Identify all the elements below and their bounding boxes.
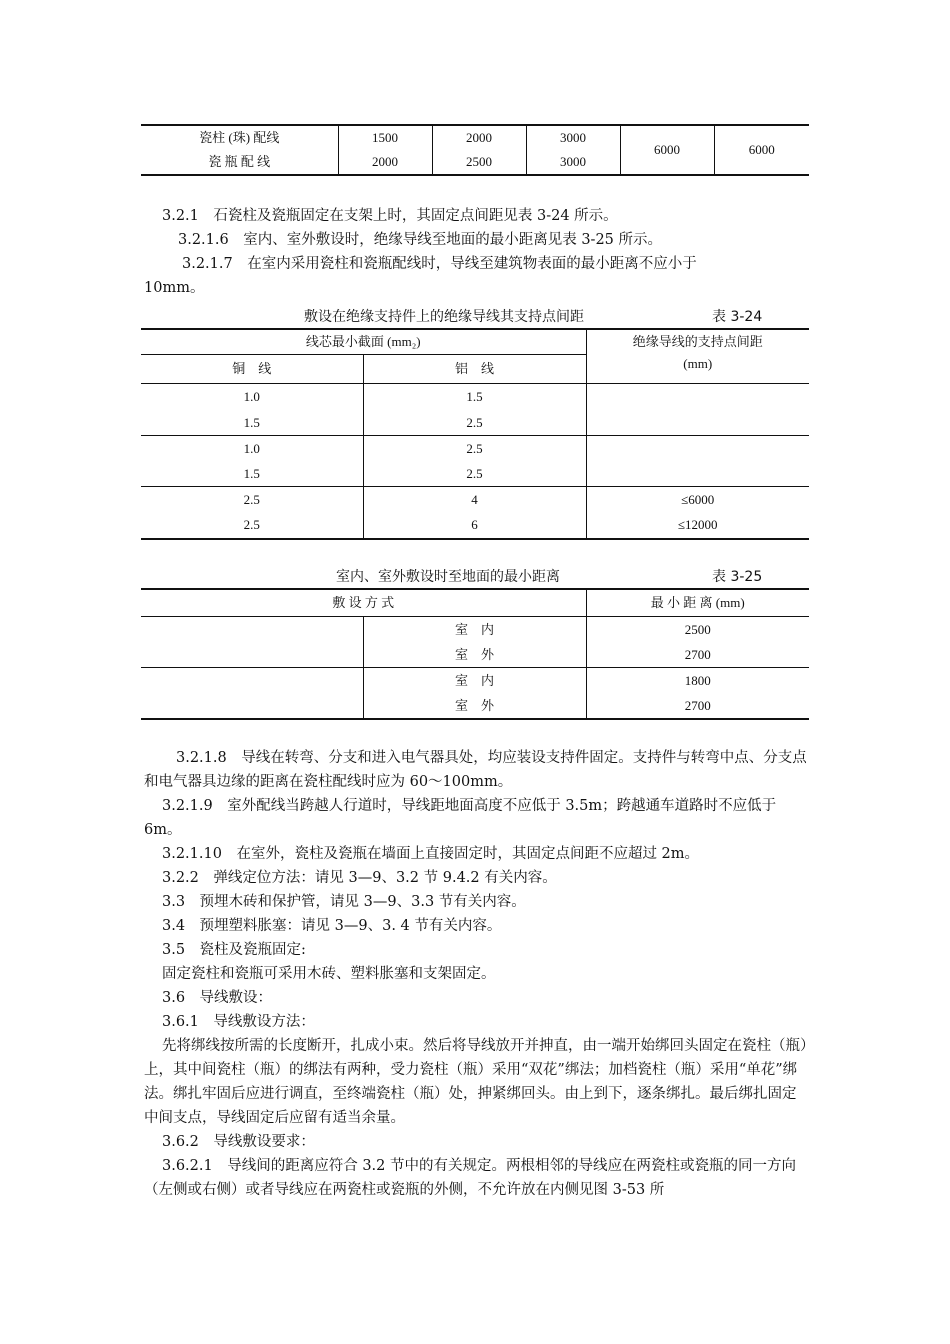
cell: 2.5: [141, 487, 363, 513]
cell: [586, 461, 809, 487]
paragraph: 10mm。: [144, 280, 205, 296]
paragraph: 3.2.1.9 室外配线当跨越人行道时，导线距地面高度不应低于 3.5m；跨越通车道路时不应低于 6m。: [144, 798, 777, 838]
paragraph: 3.2.1.8 导线在转弯、分支和进入电气器具处，均应装设支持件固定。支持件与转弯中点、分支点和电气器具边缘的距离在瓷柱配线时应为 60～100mm。: [144, 750, 807, 790]
table-top-fragment: [141, 124, 809, 176]
table-3-24: [141, 328, 809, 540]
cell: 1.5: [141, 410, 363, 436]
header-aluminum: 铝 线: [363, 355, 586, 384]
cell: 6000: [714, 125, 809, 175]
cell: 室 内: [363, 668, 586, 694]
table-caption: 敷设在绝缘支持件上的绝缘导线其支持点间距: [304, 309, 584, 325]
table-header-row: [141, 355, 809, 384]
paragraph: 3.2.2 弹线定位方法：请见 3—9、3.2 节 9.4.2 有关内容。: [162, 870, 557, 886]
cell: 室 内: [363, 617, 586, 643]
cell: 室 外: [363, 693, 586, 719]
table-row: [141, 410, 809, 436]
paragraph: 3.2.1 石瓷柱及瓷瓶固定在支架上时，其固定点间距见表 3-24 所示。: [162, 208, 618, 224]
cell: 3000: [526, 125, 620, 150]
table-3-25: [141, 588, 809, 720]
cell: 2.5: [141, 512, 363, 539]
header-method: 敷 设 方 式: [141, 589, 586, 617]
paragraph: 固定瓷柱和瓷瓶可采用木砖、塑料胀塞和支架固定。: [162, 966, 496, 982]
cell: [586, 410, 809, 436]
paragraph: 3.4 预埋塑料胀塞：请见 3—9、3. 4 节有关内容。: [162, 918, 502, 934]
table-number: 表 3-25: [712, 569, 763, 585]
cell: 室 外: [363, 642, 586, 668]
cell: 1.0: [141, 436, 363, 462]
paragraph: 3.6.1 导线敷设方法：: [162, 1014, 315, 1030]
table-row: [141, 487, 809, 513]
cell: [141, 617, 363, 668]
table-row: [141, 384, 809, 411]
paragraph-group-1: [144, 204, 808, 300]
cell: 2000: [432, 125, 526, 150]
table-row: [141, 436, 809, 462]
cell: ≤12000: [586, 512, 809, 539]
cell: [586, 436, 809, 462]
paragraph: 3.2.1.7 在室内采用瓷柱和瓷瓶配线时，导线至建筑物表面的最小距离不应小于: [182, 256, 697, 272]
cell: 3000: [526, 150, 620, 175]
header-distance: 最 小 距 离 (mm): [586, 589, 809, 617]
paragraph: 3.6.2 导线敷设要求：: [162, 1134, 315, 1150]
cell: 6000: [620, 125, 714, 175]
cell: 4: [363, 487, 586, 513]
table-row: [141, 617, 809, 643]
cell: [586, 384, 809, 411]
table-header-row: [141, 329, 809, 355]
cell: 2.5: [363, 436, 586, 462]
cell: [141, 668, 363, 720]
table-caption: 室内、室外敷设时至地面的最小距离: [336, 569, 560, 585]
paragraph: 3.6.2.1 导线间的距离应符合 3.2 节中的有关规定。两根相邻的导线应在两瓷柱或瓷瓶的同一方向（左侧或右侧）或者导线应在两瓷柱或瓷瓶的外侧，不允许放在内侧见图 3-53 所: [144, 1158, 797, 1198]
table-row: [141, 512, 809, 539]
cell: 1.0: [141, 384, 363, 411]
cell: ≤6000: [681, 491, 715, 507]
header-copper: 铜 线: [141, 355, 363, 384]
paragraph: 3.2.1.10 在室外，瓷柱及瓷瓶在墙面上直接固定时，其固定点间距不应超过 2m。: [162, 846, 700, 862]
cell: 2700: [586, 642, 809, 668]
header-distance: 绝缘导线的支持点间距: [586, 329, 809, 355]
row-label: 瓷柱 (珠) 配线: [141, 125, 338, 150]
cell: 2700: [586, 693, 809, 719]
header-section: 线芯最小截面 (mm₂): [141, 329, 586, 355]
cell: 1800: [684, 672, 711, 688]
cell: 2.5: [363, 410, 586, 436]
table-number: 表 3-24: [712, 309, 763, 325]
paragraph: 3.3 预埋木砖和保护管，请见 3—9、3.3 节有关内容。: [162, 894, 526, 910]
paragraph: 3.5 瓷柱及瓷瓶固定:: [162, 942, 306, 958]
cell: 1.5: [363, 384, 586, 411]
row-label: 瓷 瓶 配 线: [141, 150, 338, 175]
cell: 2500: [432, 150, 526, 175]
cell: 1.5: [141, 461, 363, 487]
cell: 2.5: [363, 461, 586, 487]
table-row: [141, 125, 809, 150]
cell: 2500: [684, 621, 711, 637]
table-header-row: [141, 589, 809, 617]
cell: 1500: [338, 125, 432, 150]
paragraph: 3.6 导线敷设：: [162, 990, 273, 1006]
paragraph: 先将绑线按所需的长度断开，扎成小束。然后将导线放开并抻直，由一端开始绑回头固定在瓷柱（瓶）上，其中间瓷柱（瓶）的绑法有两种，受力瓷柱（瓶）采用“双花”绑法；加档瓷柱（瓶）采用“单花”绑法。绑扎牢固后应进行调直，至终端瓷柱（瓶）处，抻紧绑回头。由上到下，逐条绑扎。最后绑扎固定中间支点，导线固定后应留有适当余量。: [144, 1038, 808, 1126]
header-unit: (mm): [586, 355, 809, 384]
table-row: [141, 461, 809, 487]
cell: 6: [363, 512, 586, 539]
cell: 2000: [338, 150, 432, 175]
paragraph-group-2: [144, 746, 808, 1202]
table-row: [141, 668, 809, 694]
paragraph: 3.2.1.6 室内、室外敷设时，绝缘导线至地面的最小距离见表 3-25 所示。: [178, 232, 663, 248]
